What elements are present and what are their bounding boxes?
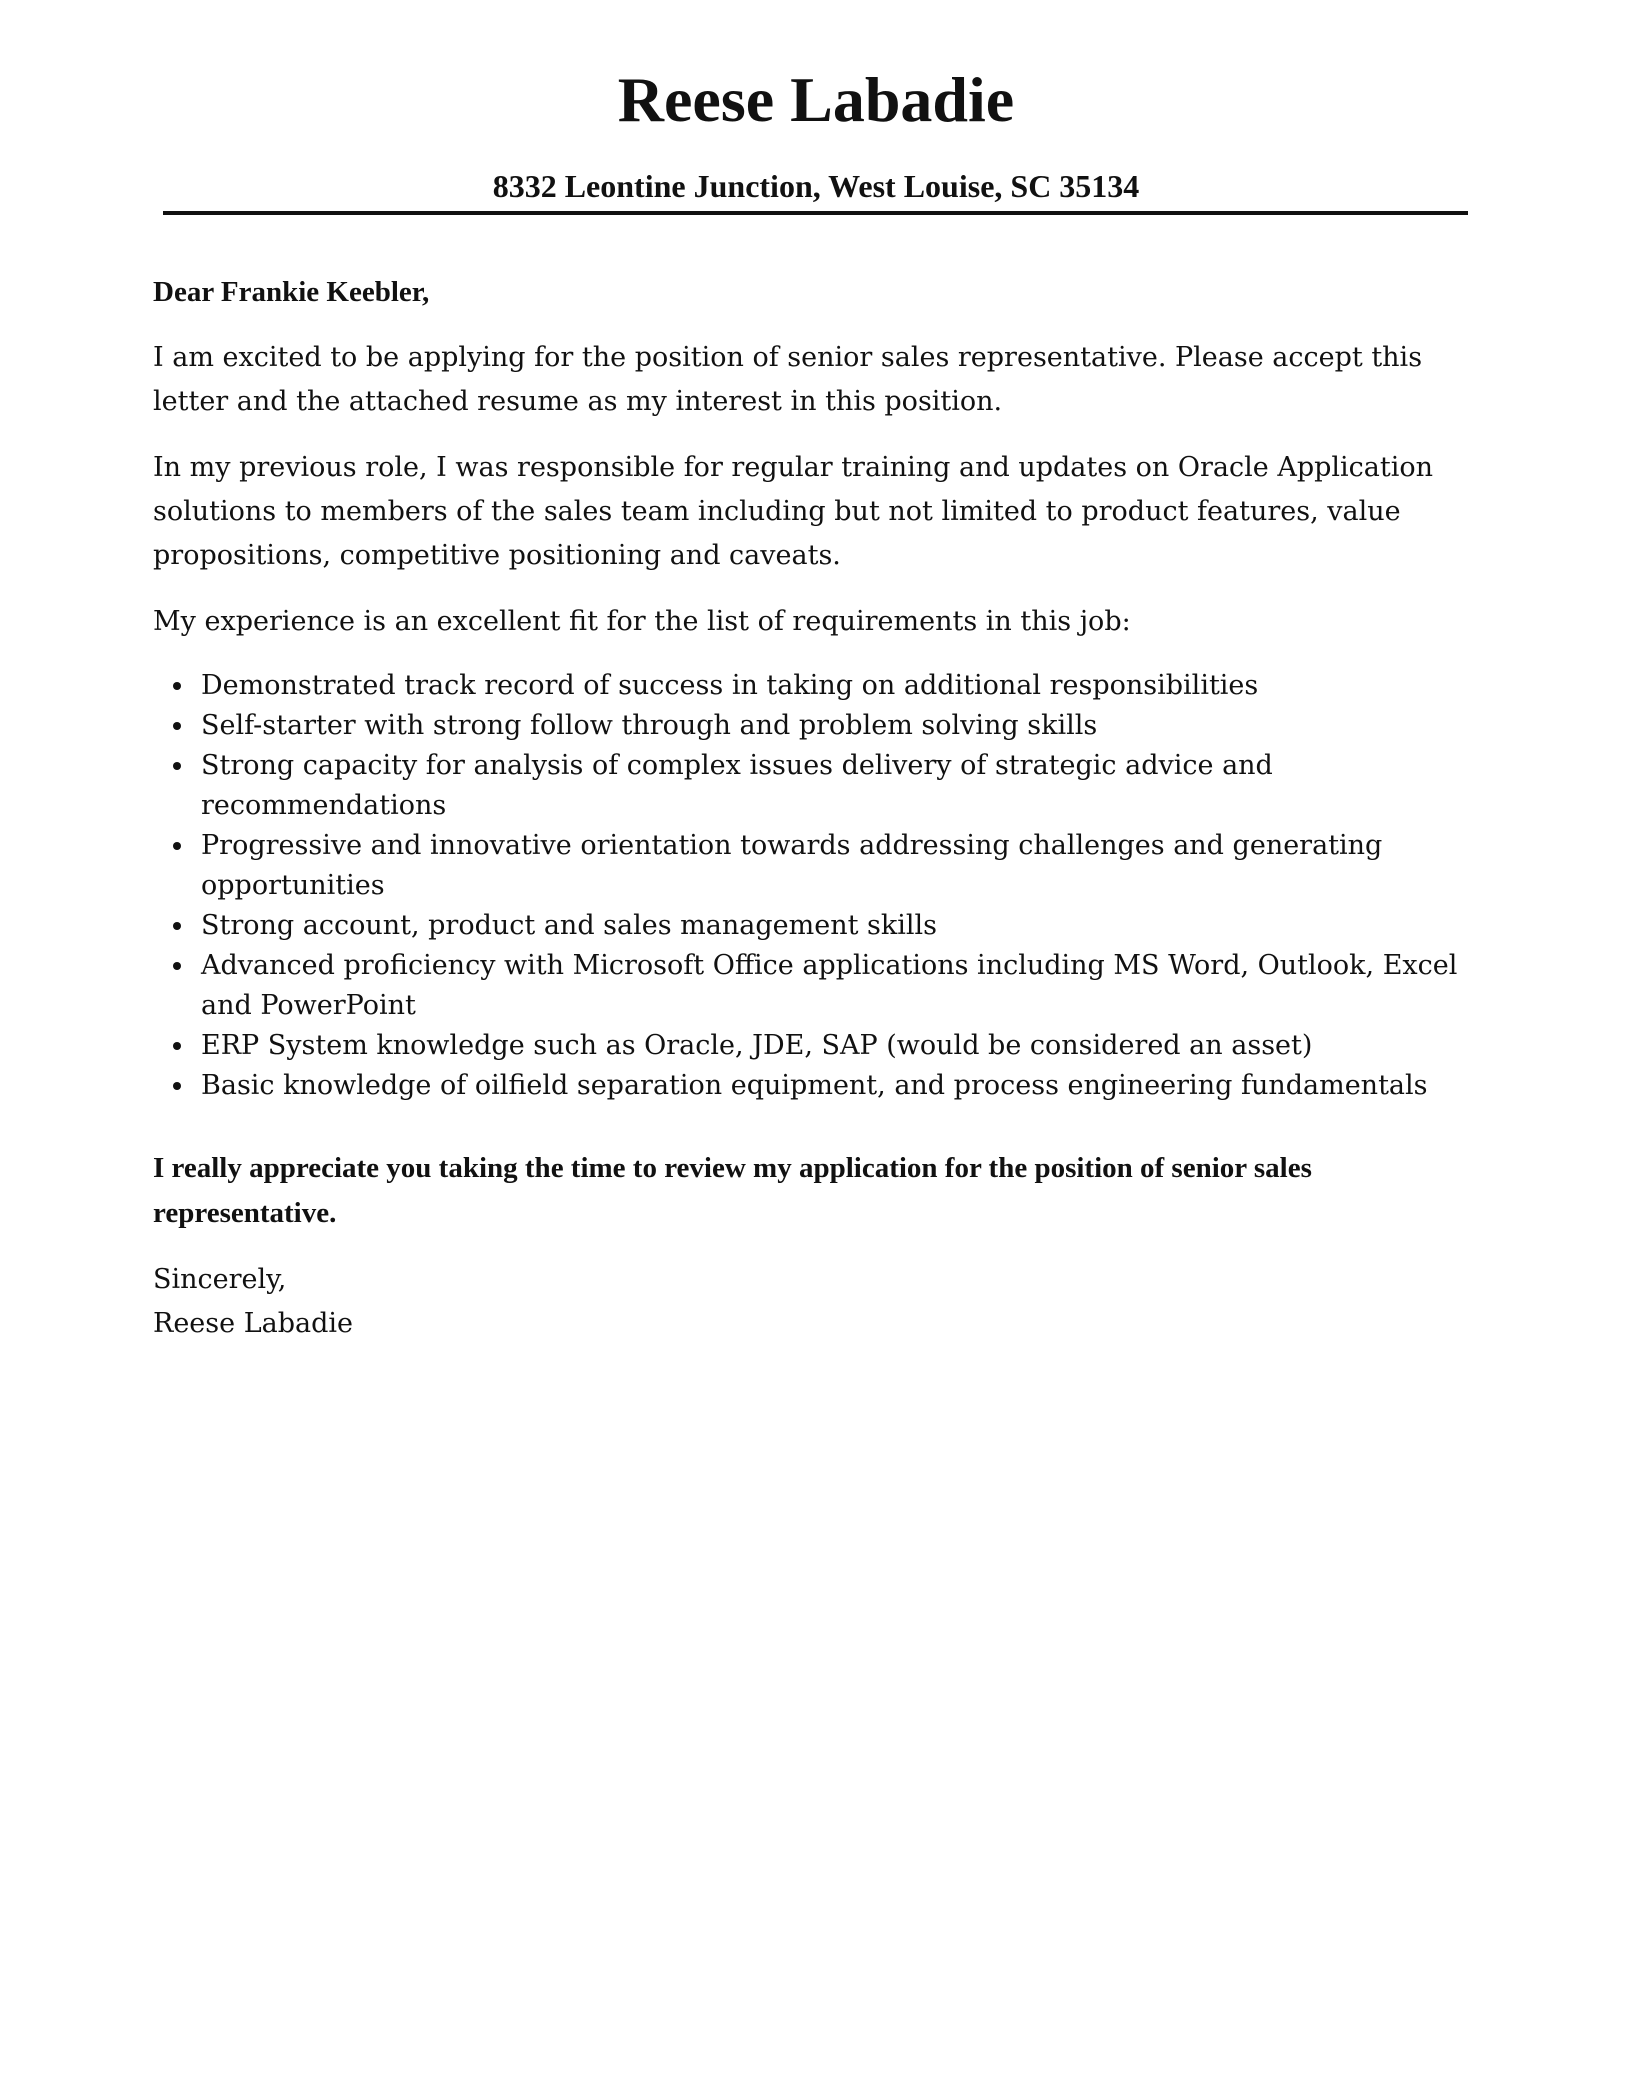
list-item (153, 826, 1483, 906)
bullet-icon (173, 1042, 181, 1050)
list-item (153, 666, 1483, 706)
list-item (153, 746, 1483, 826)
signature-name: Reese Labadie (153, 1308, 354, 1339)
closing-statement: I really appreciate you taking the time to review my application for the position of senior sales representative. (153, 1152, 1312, 1229)
list-item-text: Advanced proficiency with Microsoft Office applications including MS Word, Outlook, Excel and PowerPoint (201, 950, 1458, 1021)
list-item-text: Progressive and innovative orientation towards addressing challenges and generating opportunities (201, 830, 1383, 901)
signoff: Sincerely, (153, 1264, 287, 1295)
paragraph-requirements-intro: My experience is an excellent fit for the list of requirements in this job: (153, 606, 1131, 637)
list-item (153, 946, 1483, 1026)
bullet-icon (173, 682, 181, 690)
signoff-block (153, 1258, 1483, 1346)
list-item-text: Strong account, product and sales management skills (201, 910, 938, 941)
paragraph-previous-role: In my previous role, I was responsible for regular training and updates on Oracle Application solutions to members of the sales team including but not limited to product features, value propositions, competitive positioning and caveats. (153, 452, 1434, 571)
list-item-text: Self-starter with strong follow through and problem solving skills (201, 710, 1098, 741)
bullet-icon (173, 922, 181, 930)
header-divider (163, 211, 1468, 215)
list-item (153, 1026, 1483, 1066)
list-item (153, 706, 1483, 746)
sender-address: 8332 Leontine Junction, West Louise, SC 35134 (492, 168, 1140, 204)
list-item-text: Demonstrated track record of success in taking on additional responsibilities (201, 670, 1259, 701)
list-item-text: Strong capacity for analysis of complex issues delivery of strategic advice and recommendations (201, 750, 1273, 821)
sender-name: Reese Labadie (617, 64, 1015, 135)
letter-body (153, 270, 1483, 1346)
bullet-icon (173, 762, 181, 770)
requirements-list (153, 666, 1483, 1106)
bullet-icon (173, 842, 181, 850)
list-item-text: ERP System knowledge such as Oracle, JDE, SAP (would be considered an asset) (201, 1030, 1313, 1061)
bullet-icon (173, 1082, 181, 1090)
salutation: Dear Frankie Keebler, (153, 276, 430, 308)
list-item (153, 1066, 1483, 1106)
bullet-icon (173, 962, 181, 970)
paragraph-intro: I am excited to be applying for the position of senior sales representative. Please accept this letter and the attached resume as my interest in this position. (153, 342, 1423, 417)
list-item-text: Basic knowledge of oilfield separation equipment, and process engineering fundamentals (201, 1070, 1428, 1101)
list-item (153, 906, 1483, 946)
bullet-icon (173, 722, 181, 730)
